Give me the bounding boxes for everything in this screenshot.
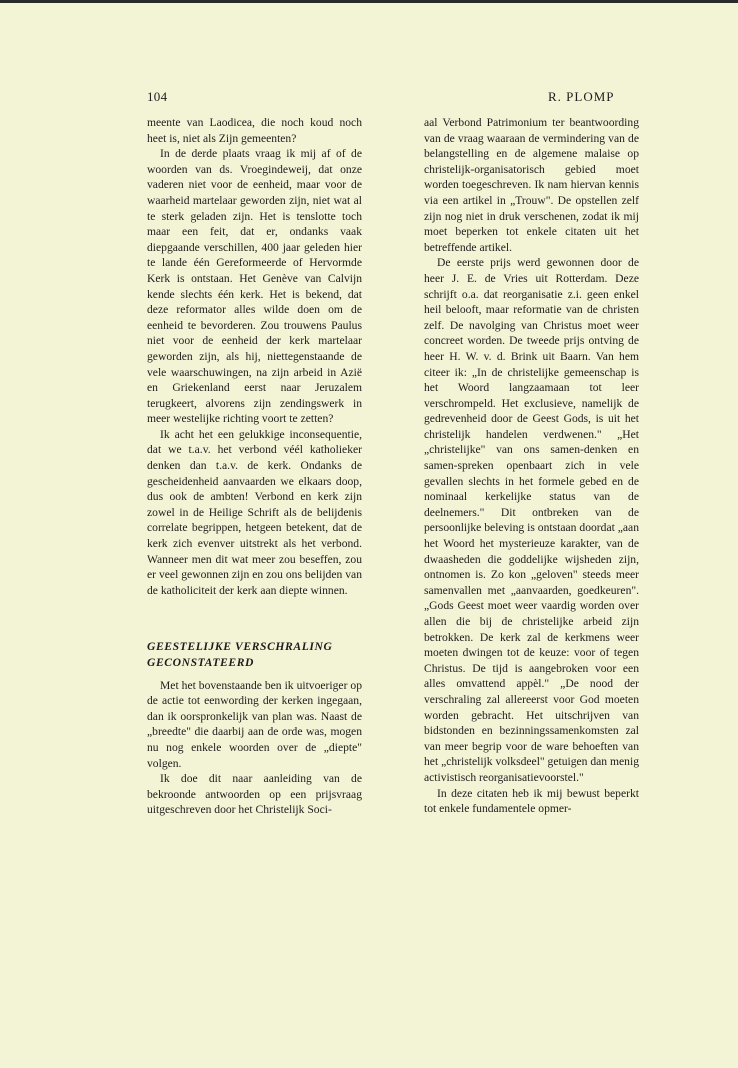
section-heading: GEESTELIJKE VERSCHRALING GECONSTATEERD [147,640,333,669]
paragraph: meente van Laodicea, die noch koud noch heet is, niet als Zijn gemeenten? [147,116,362,145]
paragraph: De eerste prijs werd gewonnen door de heer J. E. de Vries uit Rotterdam. Deze schrijft o.a. dat reorganisatie z.i. geen enkel heil belooft, maar reformatie van de christen zelf. De navolging van Christus moet weer concreet worden. De tweede prijs ontving de heer H. W. v. d. Brink uit Baarn. Van hem citeer ik: „In de christelijke gemeenschap is het Woord langzaamaan tot leer verschrompeld. Het exclusieve, namelijk de gedrevenheid door de Geest Gods, is uit het christelijk handelen verdwenen." „Het „christelijke" van ons samen-denken en samen-spreken openbaart zich in vele gevallen slechts in het formele gebed en de nominaal kerkelijke status van de deelnemers." Dit ontbreken van de persoonlijke beleving is ontstaan doordat „aan het Woord het mysterieuze karakter, van de dwaasheden die goddelijke wijsheden zijn, ontnomen is. Zo kon „geloven" steeds meer samenvallen met „aanvaarden, goedkeuren". „Gods Geest moet weer vaardig worden over allen die bij de christelijke arbeid zijn betrokken. De kerk zal de kerkmens weer moeten dwingen tot de keuze: voor of tegen Christus. De tijd is aangebroken voor een alles omvattend appèl." „De nood der verschraling zal allereerst voor God moeten worden gebracht. Het uitschrijven van bidstonden en bezinningssamenkomsten zal van meer begrip voor de ware behoeften van het „christelijk volksdeel" getuigen dan menig activistisch reorganisatievoorstel." [424,256,639,784]
paragraph: In deze citaten heb ik mij bewust beperkt tot enkele fundamentele opmer- [424,786,639,816]
paragraph: In de derde plaats vraag ik mij af of de woorden van ds. Vroegindeweij, dat onze vaderen niet voor de eenheid, maar voor de waarheid martelaar geworden zijn, niet wat al te sterk geladen zijn. Het is tenslotte toch maar een feit, dat er, ondanks vaak diepgaande verschillen, 400 jaar geleden hier te lande één Gereformeerde of Hervormde Kerk is ontstaan. Het Genève van Calvijn kende slechts één kerk. Het is bekend, dat deze reformator alles wilde doen om de eenheid te bevorderen. Zou trouwens Paulus niet voor de eenheid der kerk martelaar geworden zijn, als hij, niettegenstaande de vele waarschuwingen, na zijn arbeid in Azië en Griekenland eerst naar Jeruzalem terugkeert, alvorens zijn zendingswerk in meer westelijke richting voort te zetten? [147,147,362,426]
paragraph: aal Verbond Patrimonium ter beantwoording van de vraag waaraan de vermindering van de belangstelling en de algemene malaise op christelijk-organisatorisch gebied moet worden toegeschreven. Ik nam hiervan kennis via een artikel in „Trouw". De opstellen zelf zijn nog niet in druk verschenen, zodat ik mij moet beperken tot enkele citaten uit het betreffende artikel. [424,116,639,254]
running-title: R. PLOMP [548,89,615,104]
paragraph: Ik acht het een gelukkige inconsequentie, dat we t.a.v. het verbond véél katholieker denken dan t.a.v. de kerk. Ondanks de gescheidenheid aanvaarden we elkaars doop, dus ook de ambten! Verbond en kerk zijn zowel in de Heilige Schrift als de belijdenis correlate begrippen, hetgeen betekent, dat de kerk zich evenver uitstrekt als het verbond. Wanneer men dit wat meer zou beseffen, zou er veel gewonnen zijn en zou ons belijden van de katholiciteit der kerk aan diepte winnen. [147,427,362,597]
paragraph: Met het bovenstaande ben ik uitvoeriger op de actie tot eenwording der kerken ingegaan, dan ik oorspronkelijk van plan was. Naast de „breedte" die daarbij aan de orde was, mogen nu nog enkele woorden over de „diepte" volgen. [147,678,362,770]
paragraph: Ik doe dit naar aanleiding van de bekroonde antwoorden op een prijsvraag uitgeschreven door het Christelijk Soci- [147,772,362,817]
left-column [147,115,362,818]
page-number: 104 [147,89,168,104]
right-column [424,115,639,817]
